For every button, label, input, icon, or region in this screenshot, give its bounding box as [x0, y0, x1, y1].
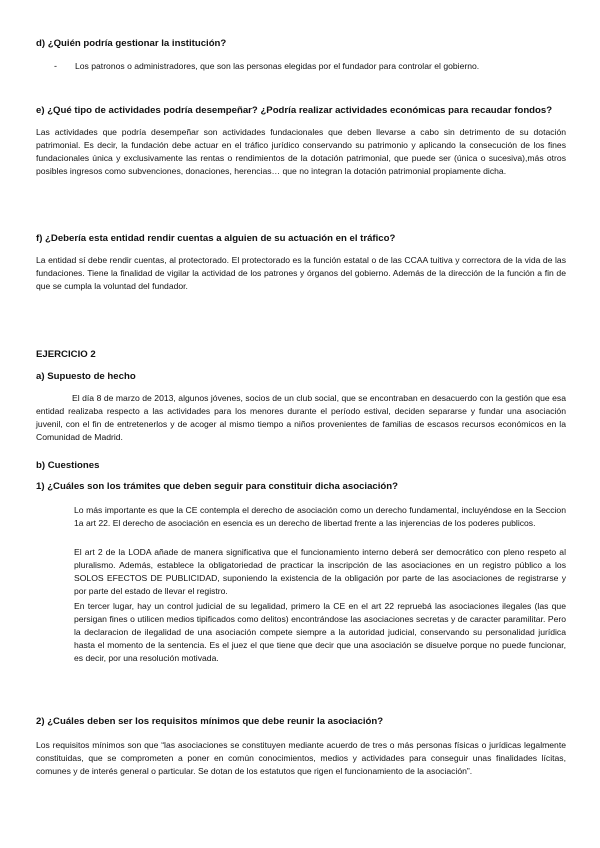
section-d-heading: d) ¿Quién podría gestionar la institución? — [36, 38, 227, 49]
supuesto-body: El día 8 de marzo de 2013, algunos jóvenes, socios de un club social, que se encontraban en desacuerdo con la gestión que esa entidad realizaba respecto a las actividades para los menores durante el período estival, deciden separarse y fundar una asociación juvenil, con el fin de entretenerlos y de acoger al mismo tiempo a niños provenientes de familias de escasos recursos económicos en la Comunidad de Madrid. — [36, 393, 566, 443]
ejercicio-2-title: EJERCICIO 2 — [36, 349, 96, 360]
question-2-heading: 2) ¿Cuáles deben ser los requisitos mínimos que debe reunir la asociación? — [36, 716, 384, 727]
section-e-body: Las actividades que podría desempeñar son actividades fundacionales que deben llevarse a cabo sin detrimento de su dotación patrimonial. Es decir, la fundación debe actuar en el tráfico jurídico conservando su patrimonio y aplicando la consecución de los fines fundacionales única y exclusivamente las rentas o rendimientos de la dotación patrimonial, que puede ser (única o sucesiva),más otros posibles ingresos como subvenciones, donaciones, herencias… que no integran la dotación patrimonial propiamente dicha. — [36, 127, 566, 177]
question-1-paragraph-1: Lo más importante es que la CE contempla el derecho de asociación como un derecho fundamental, incluyéndose en la Seccion 1a art 22. El derecho de asociación en esencia es un derecho de libertad frente a las injerencias de los poderes publicos. — [74, 505, 566, 529]
question-2-body: Los requisitos mínimos son que “las asociaciones se constituyen mediante acuerdo de tres o más personas físicas o jurídicas legalmente constituidas, que se comprometen a poner en común conocimientos, medios y actividades para conseguir unas finalidades lícitas, comunes y de interés general o particular. Se dotan de los estatutos que rigen el funcionamiento de la asociación”. — [36, 740, 566, 777]
section-d-bullet: Los patronos o administradores, que son las personas elegidas por el fundador para controlar el gobierno. — [75, 61, 480, 71]
supuesto-heading: a) Supuesto de hecho — [36, 371, 136, 382]
cuestiones-heading: b) Cuestiones — [36, 460, 100, 471]
question-1-heading: 1) ¿Cuáles son los trámites que deben seguir para constituir dicha asociación? — [36, 481, 398, 492]
bullet-dash: - — [54, 61, 57, 71]
question-1-paragraph-2: El art 2 de la LODA añade de manera significativa que el funcionamiento interno deberá ser democrático con pleno respeto al pluralismo. Además, establece la obligatoriedad de practicar la inscripción de las asociaciones en un registro público a los SOLOS EFECTOS DE PUBLICIDAD, suponiendo la existencia de la obligación por parte de las asociaciones de registrarse y por parte del estado de llevar el registro. — [74, 547, 566, 597]
section-e-heading: e) ¿Qué tipo de actividades podría desempeñar? ¿Podría realizar actividades económicas para recaudar fondos? — [36, 105, 553, 116]
question-1-paragraph-3: En tercer lugar, hay un control judicial de su legalidad, primero la CE en el art 22 repruebá las asociaciones ilegales (las que persigan fines o utilicen medios tipificados como delitos) encontrándose las asociaciones secretas y de caracter paramilitar. Pero la declaracion de ilegalidad de una asociación compete siempre a la autoridad judicial, conservando su personalidad jurídica hasta el momento de la sentencia. Es el juez el que tiene que decir que una asociación se disuelve porque no puede funcionar, es decir, por una resolución motivada. — [74, 601, 566, 664]
section-f-body: La entidad sí debe rendir cuentas, al protectorado. El protectorado es la función estatal o de las CCAA tuitiva y correctora de la vida de las fundaciones. Tiene la finalidad de vigilar la actividad de los patrones y órganos del gobierno. Además de la dirección de la función a fin de que se cumpla la voluntad del fundador. — [36, 255, 566, 292]
section-f-heading: f) ¿Debería esta entidad rendir cuentas a alguien de su actuación en el tráfico? — [36, 233, 396, 244]
